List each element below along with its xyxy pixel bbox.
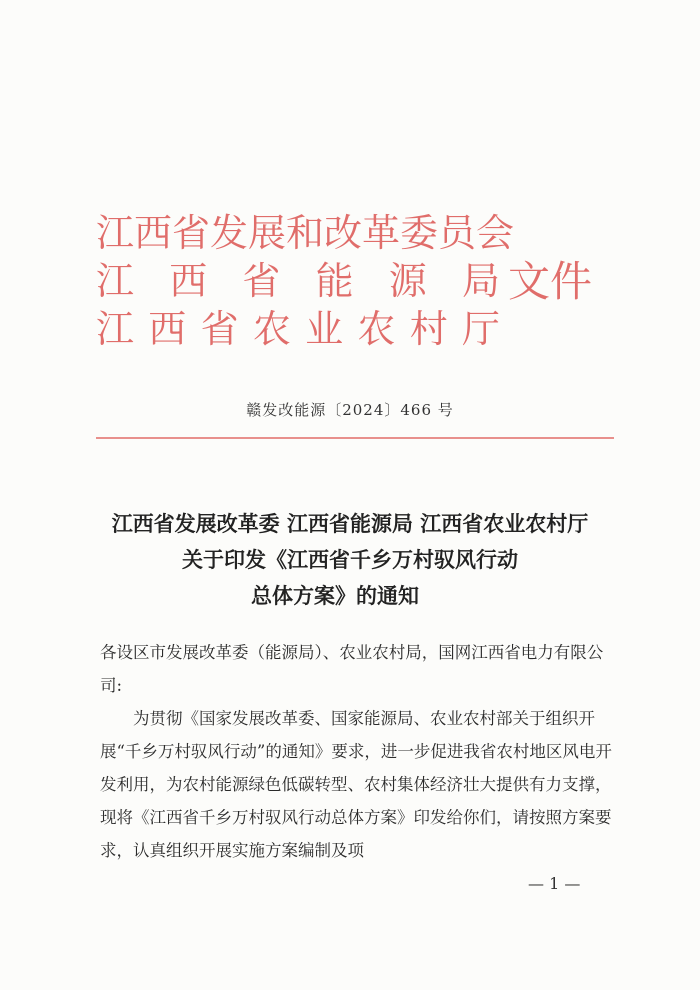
masthead-char: 能 — [315, 259, 354, 303]
document-body — [100, 636, 620, 867]
body-paragraph: 为贯彻《国家发展改革委、国家能源局、农业农村部关于组织开展“千乡万村驭风行动”的通知》要求，进一步促进我省农村地区风电开发利用，为农村能源绿色低碳转型、农村集体经济壮大提供有力支撑，现将《江西省千乡万村驭风行动总体方案》印发给你们，请按照方案要求，认真组织开展实施方案编制及项 — [100, 709, 612, 860]
masthead-char: 业 — [305, 307, 344, 351]
masthead-char: 江 — [96, 307, 135, 351]
page-number: — 1 — — [528, 874, 581, 893]
masthead-char: 江 — [96, 259, 135, 303]
masthead-char: 厅 — [461, 307, 500, 351]
recipients-line: 各设区市发展改革委（能源局）、农业农村局，国网江西省电力有限公司: — [100, 643, 604, 695]
title-line-1: 江西省发展改革委 江西省能源局 江西省农业农村厅 — [111, 511, 589, 536]
masthead-char: 农 — [252, 307, 291, 351]
red-divider-line — [96, 437, 614, 439]
masthead-char: 省 — [200, 307, 239, 351]
masthead-document-suffix: 文件 — [508, 257, 593, 306]
masthead-char: 局 — [461, 259, 500, 303]
masthead-char: 村 — [409, 307, 448, 351]
masthead-issuer-energy-bureau — [96, 256, 500, 306]
masthead-char: 西 — [169, 259, 208, 303]
title-line-2: 关于印发《江西省千乡万村驭风行动 — [182, 547, 518, 572]
masthead-char: 农 — [357, 307, 396, 351]
masthead-issuer-ndrc: 江西省发展和改革委员会 — [96, 211, 515, 255]
masthead-char: 省 — [242, 259, 281, 303]
title-line-3: 总体方案》的通知 — [251, 583, 419, 608]
document-title — [0, 506, 700, 614]
document-number: 赣发改能源〔2024〕466 号 — [246, 401, 454, 419]
masthead-char: 源 — [388, 259, 427, 303]
masthead-char: 西 — [148, 307, 187, 351]
masthead-issuer-agriculture-dept — [96, 304, 500, 354]
